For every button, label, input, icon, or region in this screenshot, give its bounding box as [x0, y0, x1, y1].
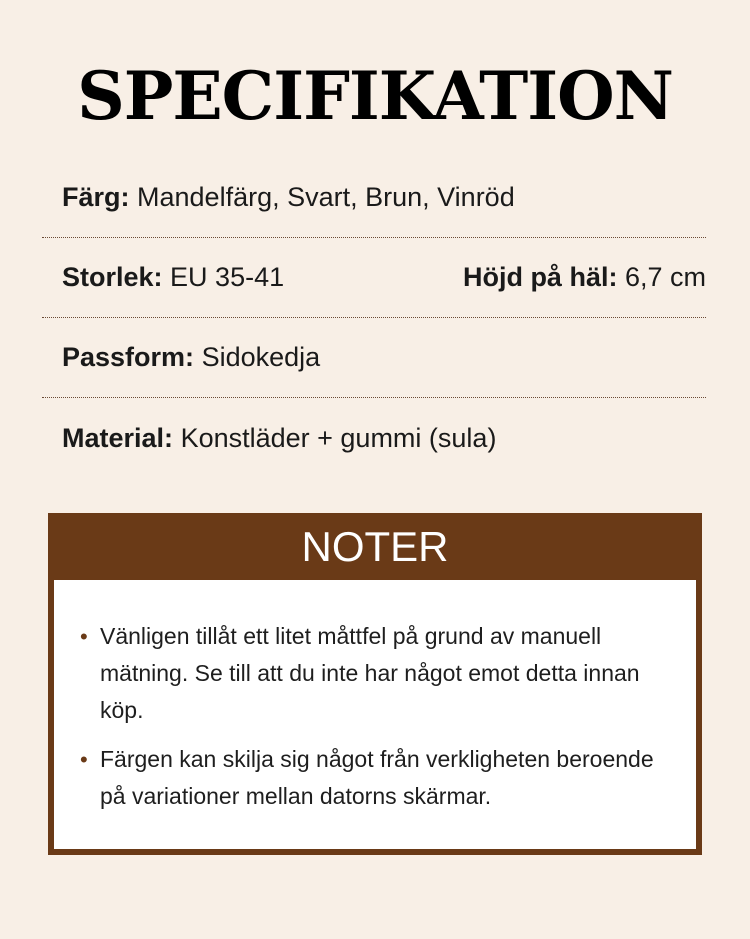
specification-list — [42, 158, 706, 478]
spec-row-size-heel — [42, 238, 706, 318]
spec-label-material: Material: — [62, 422, 174, 453]
spec-value-material: Konstläder + gummi (sula) — [180, 422, 497, 453]
note-item — [80, 618, 676, 729]
note-item — [80, 741, 676, 815]
bullet-icon: • — [80, 624, 88, 649]
spec-label-fit: Passform: — [62, 342, 195, 372]
bullet-icon: • — [80, 747, 88, 772]
notes-body — [54, 580, 696, 849]
spec-label-size: Storlek: — [62, 262, 163, 292]
spec-size — [62, 262, 284, 293]
spec-row-material — [42, 398, 706, 478]
spec-label-heel-height: Höjd på häl: — [462, 262, 618, 292]
spec-row-fit — [42, 318, 706, 398]
note-text: Vänligen tillåt ett litet måttfel på grund av manuell mätning. Se till att du inte har något emot detta innan köp. — [100, 623, 640, 723]
spec-value-size: EU 35-41 — [170, 262, 285, 292]
notes-heading: NOTER — [301, 522, 449, 570]
spec-value-color: Mandelfärg, Svart, Brun, Vinröd — [137, 182, 515, 212]
spec-value-heel-height: 6,7 cm — [624, 262, 706, 292]
note-text: Färgen kan skilja sig något från verkligheten beroende på variationer mellan datorns skärmar. — [100, 746, 654, 809]
spec-heel-height — [463, 262, 706, 293]
page-title: SPECIFIKATION — [77, 57, 673, 135]
notes-box — [48, 513, 702, 855]
spec-value-fit: Sidokedja — [201, 342, 321, 372]
spec-label-color: Färg: — [62, 182, 130, 212]
spec-row-color — [42, 158, 706, 238]
